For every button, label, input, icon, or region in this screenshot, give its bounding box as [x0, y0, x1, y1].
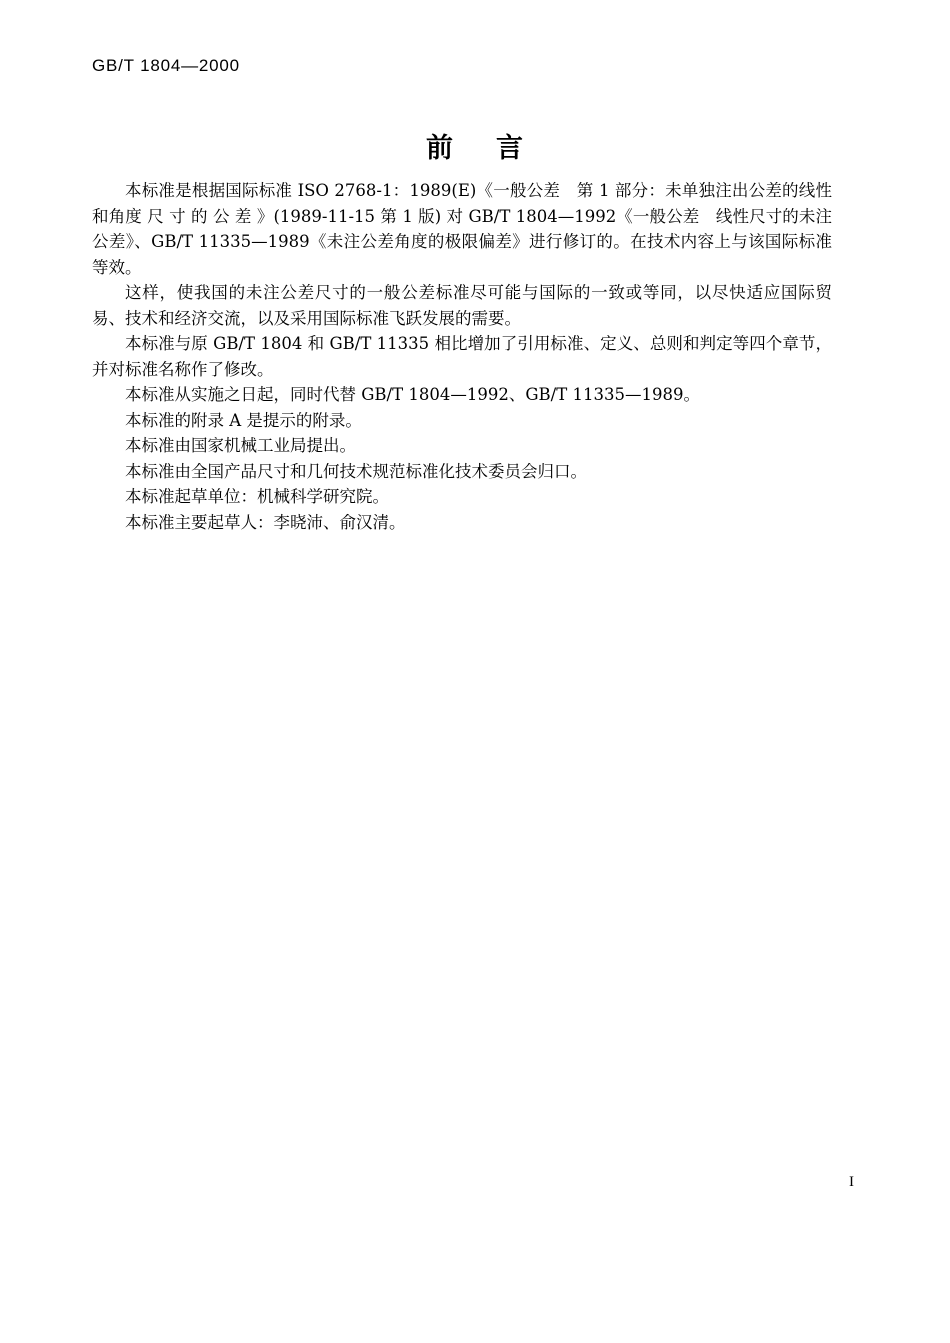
paragraph: 本标准与原 GB/T 1804 和 GB/T 11335 相比增加了引用标准、定义、总则和判定等四个章节，并对标准名称作了修改。 [92, 334, 832, 379]
paragraph: 这样，使我国的未注公差尺寸的一般公差标准尽可能与国际的一致或等同，以尽快适应国际贸易、技术和经济交流，以及采用国际标准飞跃发展的需要。 [92, 283, 832, 328]
page-number: I [849, 1174, 854, 1190]
paragraph: 本标准从实施之日起，同时代替 GB/T 1804—1992、GB/T 11335—1989。 [125, 385, 700, 404]
paragraph: 本标准由全国产品尺寸和几何技术规范标准化技术委员会归口。 [125, 461, 587, 481]
page-title [0, 126, 950, 165]
foreword-body [92, 178, 832, 535]
paragraph: 本标准是根据国际标准 ISO 2768-1：1989(E)《一般公差 第 1 部分：未单独注出公差的线性和角度 尺 寸 的 公 差 》(1989-11-15 第 1 版) 对 GB/T 1804—1992《一般公差 线性尺寸的未注公差》、GB/T 11335—1989《未注公差角度的极限偏差》进行修订的。在技术内容上与该国际标准等效。 [92, 181, 832, 277]
page-title-char-1: 前 [426, 133, 454, 164]
paragraph: 本标准主要起草人：李晓沛、俞汉清。 [125, 512, 406, 532]
paragraph: 本标准起草单位：机械科学研究院。 [125, 487, 389, 506]
paragraph: 本标准的附录 A 是提示的附录。 [125, 410, 362, 430]
running-header-standard-number: GB/T 1804—2000 [92, 56, 240, 75]
paragraph: 本标准由国家机械工业局提出。 [125, 436, 356, 455]
page-title-char-2: 言 [496, 133, 524, 164]
